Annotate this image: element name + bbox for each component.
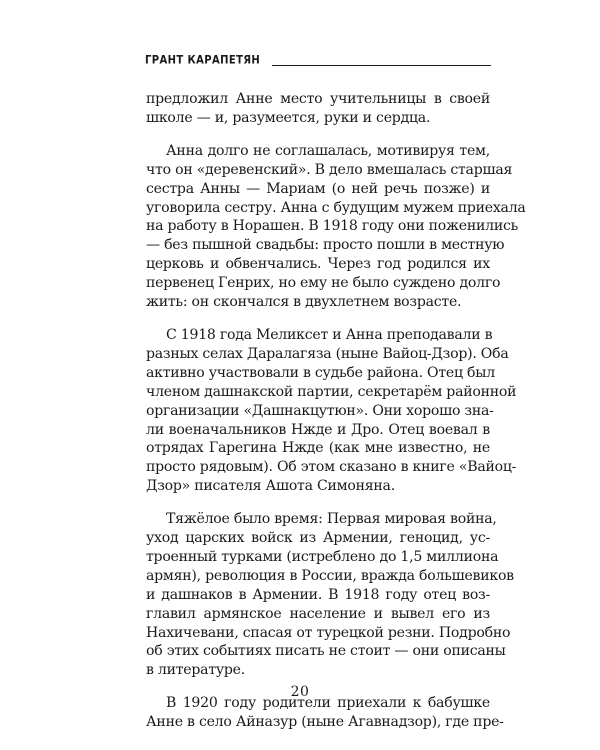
paragraph <box>146 142 526 312</box>
text-line: членом дашнакской партии, секретарём районной <box>146 383 517 400</box>
running-header-title: ГРАНТ КАРАПЕТЯН <box>145 54 261 67</box>
text-line: В 1920 году родители приехали к бабушке <box>166 695 490 712</box>
text-line: и дашнаков в Армении. В 1918 году отец воз- <box>146 586 490 603</box>
text-line: жить: он скончался в двухлетнем возрасте. <box>146 294 462 311</box>
text-line: уговорила сестру. Анна с будущим мужем приехала <box>146 199 526 216</box>
text-line: школе — и, разумеется, руки и сердца. <box>146 109 431 126</box>
text-line: в литературе. <box>146 662 246 679</box>
text-line: сестра Анны — Мариам (о ней речь позже) и <box>146 180 490 197</box>
text-line: С 1918 года Меликсет и Анна преподавали в <box>166 326 493 343</box>
header-rule <box>272 65 491 66</box>
text-line: Анна долго не соглашалась, мотивируя тем, <box>166 142 490 159</box>
text-line: Дзор» писателя Ашота Симоняна. <box>146 478 395 495</box>
paragraph <box>146 326 517 496</box>
text-line: разных селах Даралагяза (ныне Вайоц-Дзор). Оба <box>146 345 509 362</box>
text-line: Анне в село Айназур (ныне Агавнадзор), где пре- <box>146 714 504 731</box>
text-line: церковь и обвенчались. Через год родился их <box>146 256 490 273</box>
text-line: уход царских войск из Армении, геноцид, ус- <box>146 530 490 547</box>
text-line: Нахичевани, спасая от турецкой резни. Подробно <box>146 624 511 641</box>
text-line: что он «деревенский». В дело вмешалась старшая <box>146 161 513 178</box>
text-line: первенец Генрих, но ему не было суждено долго <box>146 275 501 292</box>
text-line: Тяжёлое было время: Первая мировая война, <box>166 511 497 528</box>
text-line: — без пышной свадьбы: просто пошли в местную <box>146 237 505 254</box>
text-line: предложил Анне место учительницы в своей <box>146 91 490 107</box>
text-line: просто рядовым). Об этом сказано в книге «Вайоц- <box>146 459 517 476</box>
text-line: главил армянское население и вывел его из <box>146 605 490 622</box>
text-line: активно участвовали в судьбе района. Отец был <box>146 364 495 381</box>
running-header <box>145 54 491 68</box>
body-text <box>146 90 526 746</box>
text-line: армян), революция в России, вражда большевиков <box>146 567 514 584</box>
text-line: на работу в Норашен. В 1918 году они поженились <box>146 218 519 235</box>
text-line: троенный турками (истреблено до 1,5 миллиона <box>146 548 499 565</box>
text-line: организации «Дашнакцутюн». Они хорошо зна- <box>146 402 494 419</box>
paragraph <box>146 510 514 680</box>
text-line: об этих событиях писать не стоит — они описаны <box>146 643 506 660</box>
paragraph <box>146 90 490 128</box>
text-line: ли военачальников Нжде и Дро. Отец воевал в <box>146 421 490 438</box>
page-number: 20 <box>290 684 310 700</box>
text-line: отрядах Гарегина Нжде (как мне известно, не <box>146 440 490 457</box>
